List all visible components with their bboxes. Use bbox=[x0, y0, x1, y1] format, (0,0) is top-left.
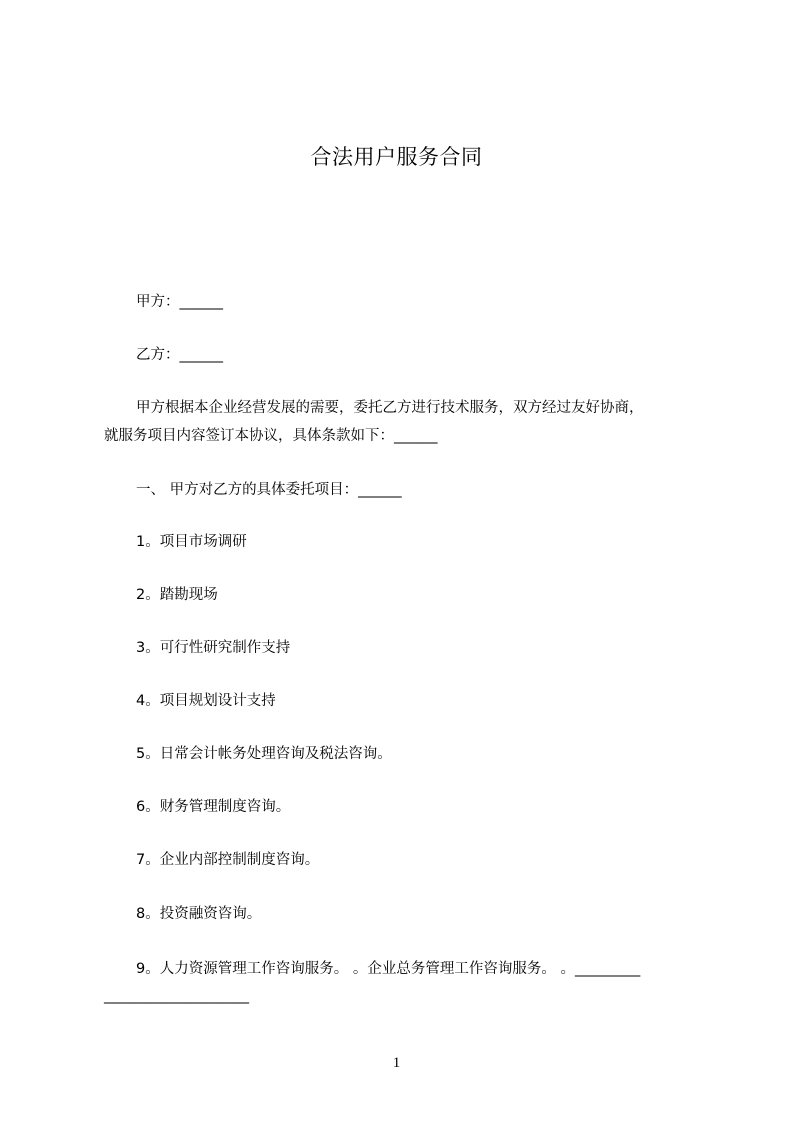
list-item: 6。财务管理制度咨询。 bbox=[136, 799, 291, 815]
document-title: 合法用户服务合同 bbox=[310, 145, 483, 169]
list-item: 8。投资融资咨询。 bbox=[136, 906, 262, 922]
intro-line-1: 甲方根据本企业经营发展的需要，委托乙方进行技术服务，双方经过友好协商， bbox=[136, 400, 644, 416]
intro-line-2: 就服务项目内容签订本协议，具体条款如下：______ bbox=[104, 428, 438, 444]
list-item: 7。企业内部控制制度咨询。 bbox=[136, 852, 320, 868]
party-b-line: 乙方：______ bbox=[136, 347, 223, 363]
section-1-heading: 一、 甲方对乙方的具体委托项目：______ bbox=[136, 482, 402, 498]
list-item: 4。项目规划设计支持 bbox=[136, 693, 276, 709]
page-number: 1 bbox=[392, 1055, 401, 1071]
list-item: 1。项目市场调研 bbox=[136, 534, 247, 550]
list-item: 3。可行性研究制作支持 bbox=[136, 640, 291, 656]
list-item: 2。踏勘现场 bbox=[136, 587, 218, 603]
list-item: 5。日常会计帐务处理咨询及税法咨询。 bbox=[136, 746, 392, 762]
item-9-line-2: ____________________ bbox=[104, 988, 249, 1004]
item-9-line-1: 9。人力资源管理工作咨询服务。 。企业总务管理工作咨询服务。 。_________ bbox=[136, 961, 641, 977]
party-a-line: 甲方：______ bbox=[136, 294, 223, 310]
